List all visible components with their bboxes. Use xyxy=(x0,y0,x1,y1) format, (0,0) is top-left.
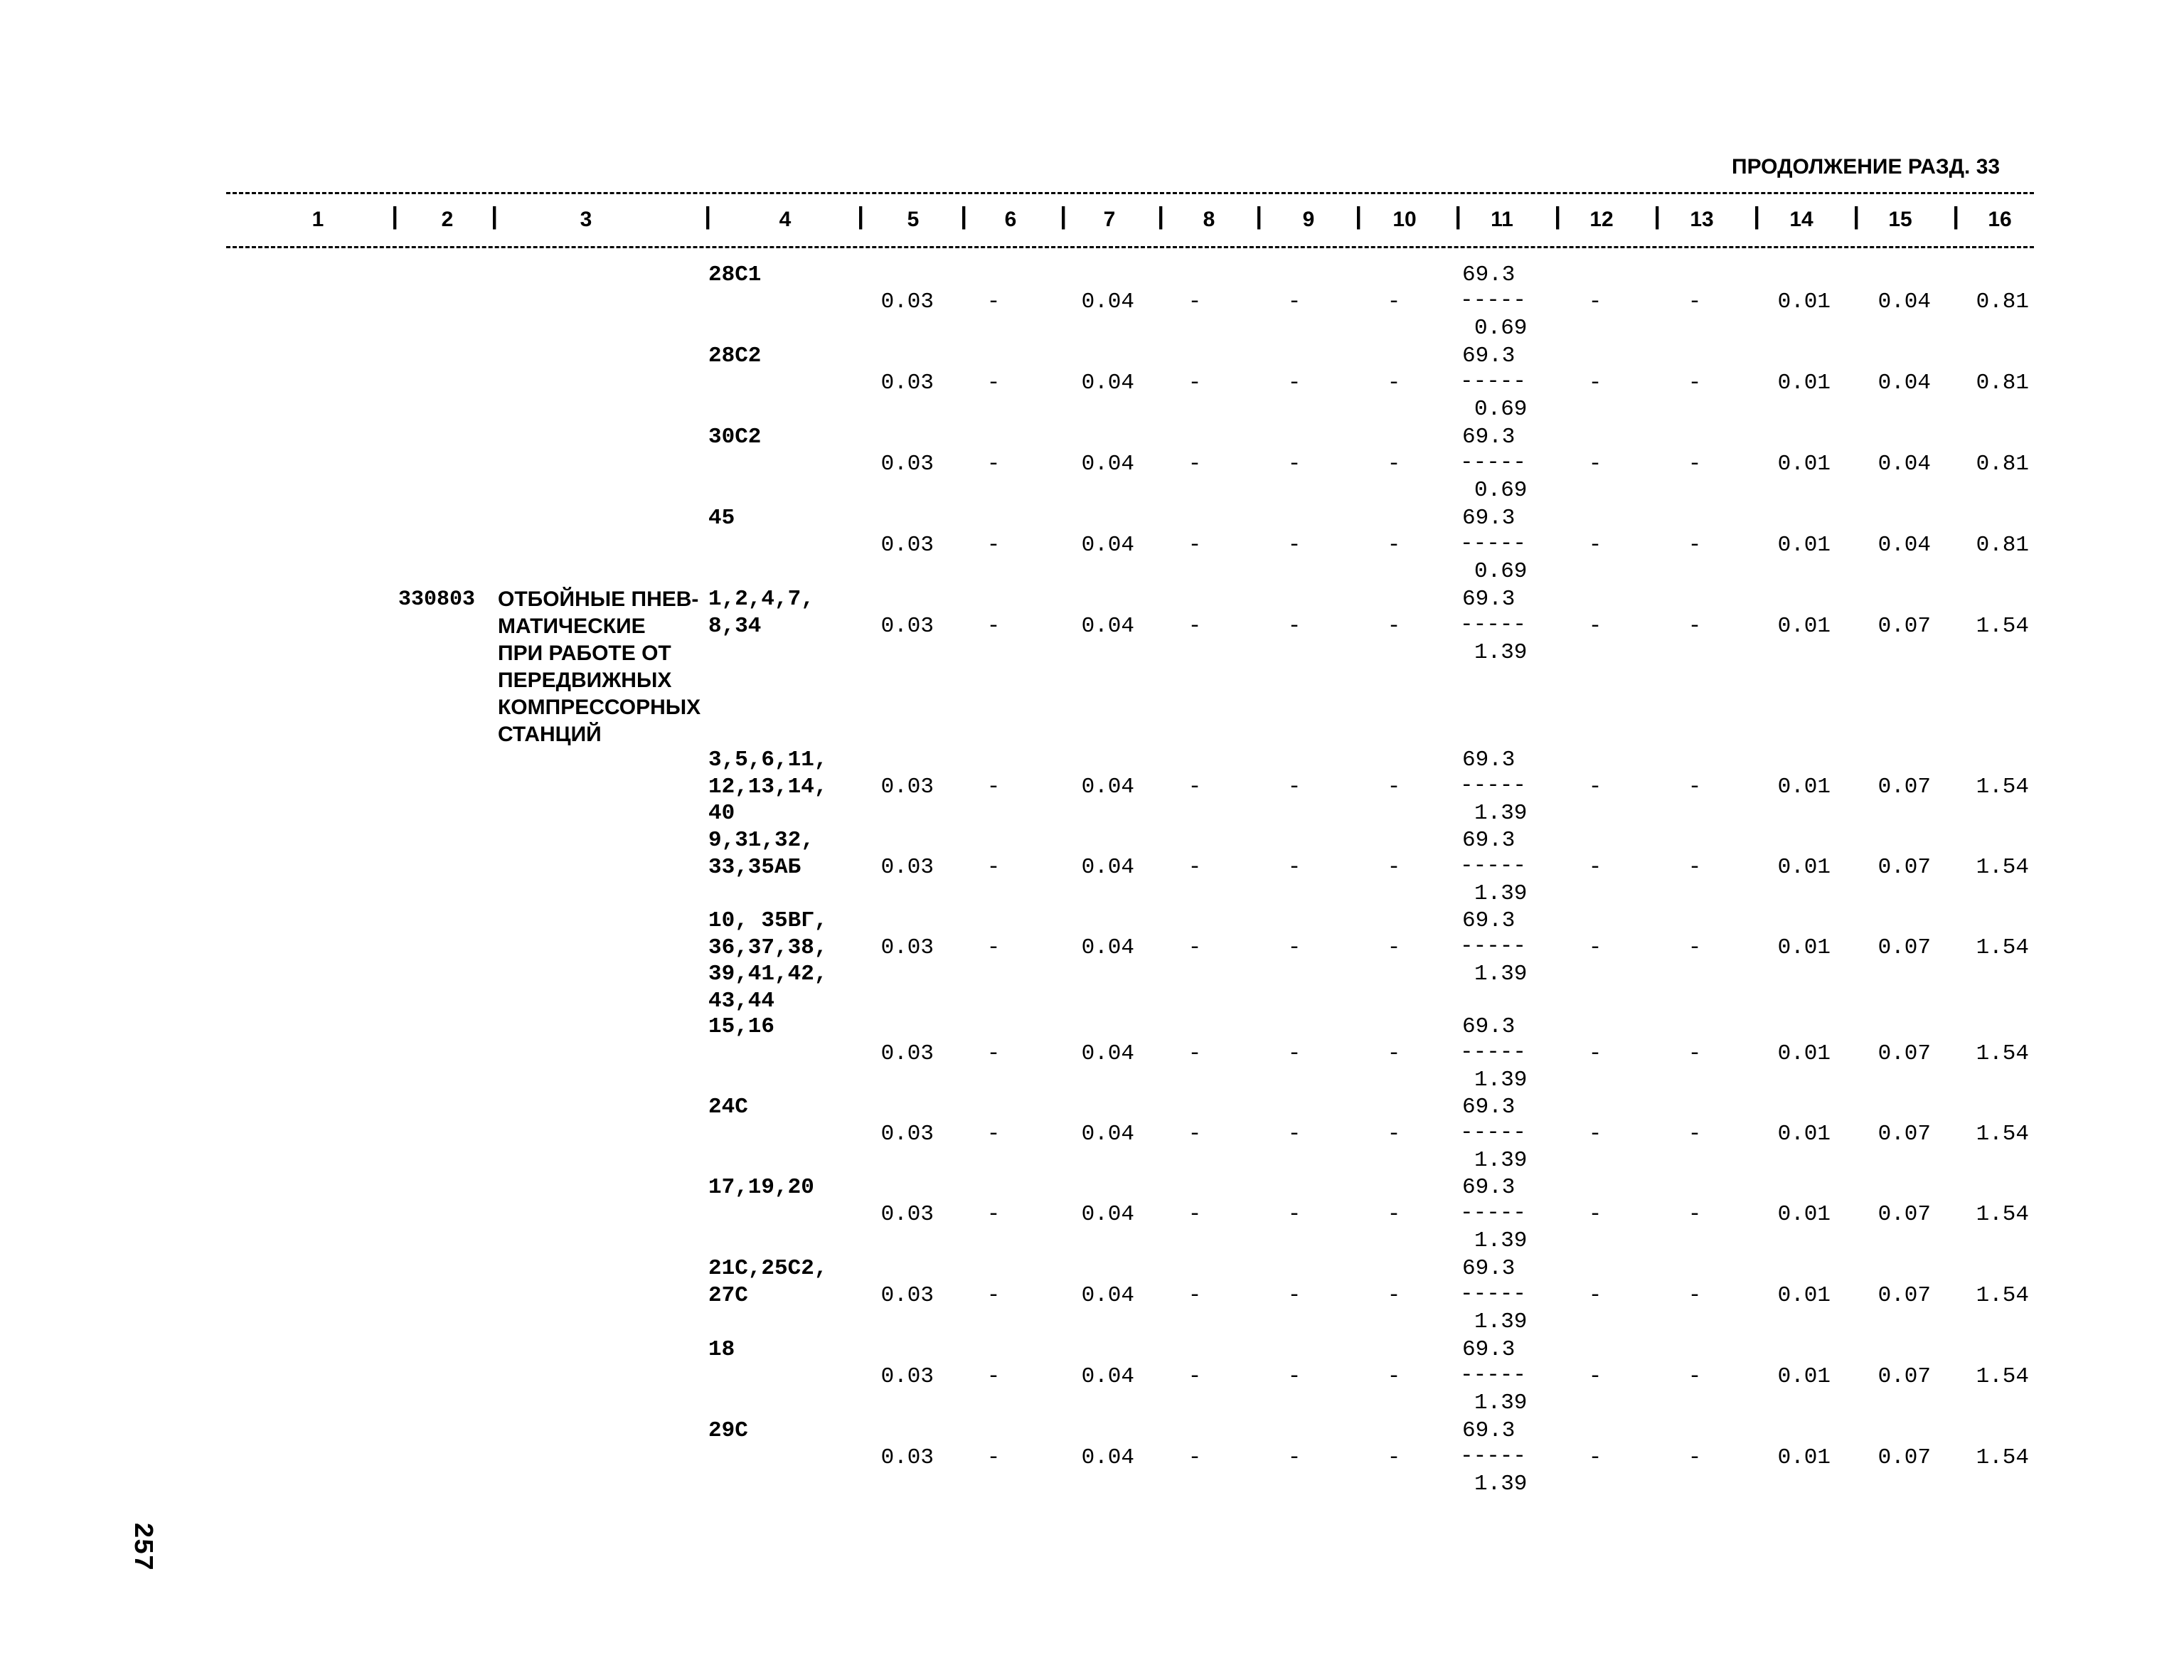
col9-dash: - xyxy=(1287,1445,1301,1470)
col16-value: 1.54 xyxy=(1976,1041,2029,1066)
col6-dash: - xyxy=(986,1122,1001,1147)
col7-value: 0.04 xyxy=(1081,371,1134,395)
continuation-title: ПРОДОЛЖЕНИЕ РАЗД. 33 xyxy=(1732,155,2001,179)
col4-ref-line: 1,2,4,7, xyxy=(708,587,814,612)
column-header-5: 5 xyxy=(907,208,920,231)
col14-value: 0.01 xyxy=(1777,1041,1831,1066)
col5-value: 0.03 xyxy=(880,1445,934,1470)
col6-dash: - xyxy=(986,371,1001,395)
col11-numerator: 69.3 xyxy=(1462,344,1516,368)
col5-value: 0.03 xyxy=(880,1041,934,1066)
col9-dash: - xyxy=(1287,1202,1301,1227)
col14-value: 0.01 xyxy=(1777,289,1831,314)
col8-dash: - xyxy=(1188,1202,1202,1227)
col10-dash: - xyxy=(1387,533,1401,558)
col4-ref-line: 24С xyxy=(708,1095,748,1120)
col11-numerator: 69.3 xyxy=(1462,908,1516,933)
column-header-12: 12 xyxy=(1589,208,1614,231)
col8-dash: - xyxy=(1188,1283,1202,1308)
col6-dash: - xyxy=(986,935,1001,960)
col11-numerator: 69.3 xyxy=(1462,587,1516,612)
col5-value: 0.03 xyxy=(880,533,934,558)
col16-value: 0.81 xyxy=(1976,371,2029,395)
col11-denominator: 1.39 xyxy=(1474,1391,1528,1415)
col11-fraction-bar: ----- xyxy=(1460,369,1527,394)
col15-value: 0.07 xyxy=(1877,775,1931,799)
col11-numerator: 69.3 xyxy=(1462,506,1516,531)
col4-ref-line: 40 xyxy=(708,801,735,826)
column-header-7: 7 xyxy=(1103,208,1116,231)
col9-dash: - xyxy=(1287,935,1301,960)
col8-dash: - xyxy=(1188,935,1202,960)
col16-value: 1.54 xyxy=(1976,1202,2029,1227)
col4-ref-line: 45 xyxy=(708,506,735,531)
col11-fraction-bar: ----- xyxy=(1460,1444,1527,1469)
col7-value: 0.04 xyxy=(1081,1202,1134,1227)
col4-ref-line: 28С2 xyxy=(708,344,762,368)
item-name-line: ОТБОЙНЫЕ ПНЕВ- xyxy=(498,588,699,611)
col11-denominator: 0.69 xyxy=(1474,316,1528,341)
col11-fraction-bar: ----- xyxy=(1460,1201,1527,1226)
col11-denominator: 1.39 xyxy=(1474,1309,1528,1334)
col11-numerator: 69.3 xyxy=(1462,748,1516,772)
col5-value: 0.03 xyxy=(880,371,934,395)
col11-numerator: 69.3 xyxy=(1462,1256,1516,1281)
col8-dash: - xyxy=(1188,775,1202,799)
column-separator: | xyxy=(1550,205,1565,232)
col15-value: 0.07 xyxy=(1877,1202,1931,1227)
col11-fraction-bar: ----- xyxy=(1460,934,1527,959)
column-separator: | xyxy=(1849,205,1864,232)
col8-dash: - xyxy=(1188,533,1202,558)
col6-dash: - xyxy=(986,1364,1001,1389)
col12-dash: - xyxy=(1588,935,1602,960)
column-separator: | xyxy=(1154,205,1168,232)
col12-dash: - xyxy=(1588,614,1602,639)
col12-dash: - xyxy=(1588,289,1602,314)
column-header-6: 6 xyxy=(1004,208,1017,231)
col6-dash: - xyxy=(986,775,1001,799)
col9-dash: - xyxy=(1287,533,1301,558)
col4-ref-line: 8,34 xyxy=(708,613,762,639)
col8-dash: - xyxy=(1188,1364,1202,1389)
col12-dash: - xyxy=(1588,371,1602,395)
col14-value: 0.01 xyxy=(1777,855,1831,880)
col12-dash: - xyxy=(1588,533,1602,558)
col10-dash: - xyxy=(1387,855,1401,880)
col10-dash: - xyxy=(1387,1445,1401,1470)
col15-value: 0.04 xyxy=(1877,289,1931,314)
col11-numerator: 69.3 xyxy=(1462,1418,1516,1443)
col11-fraction-bar: ----- xyxy=(1460,854,1527,878)
col15-value: 0.07 xyxy=(1877,1283,1931,1308)
column-header-1: 1 xyxy=(311,208,324,231)
col13-dash: - xyxy=(1688,371,1702,395)
col8-dash: - xyxy=(1188,452,1202,477)
col4-ref-line: 27С xyxy=(708,1282,748,1308)
col16-value: 1.54 xyxy=(1976,1283,2029,1308)
col14-value: 0.01 xyxy=(1777,614,1831,639)
col10-dash: - xyxy=(1387,452,1401,477)
col11-fraction-bar: ----- xyxy=(1460,1040,1527,1065)
col6-dash: - xyxy=(986,1202,1001,1227)
col12-dash: - xyxy=(1588,1364,1602,1389)
col11-fraction-bar: ----- xyxy=(1460,531,1527,556)
col10-dash: - xyxy=(1387,1202,1401,1227)
item-name-line: ПЕРЕДВИЖНЫХ xyxy=(498,669,672,692)
col15-value: 0.07 xyxy=(1877,1041,1931,1066)
item-name-line: КОМПРЕССОРНЫХ xyxy=(498,696,701,719)
col10-dash: - xyxy=(1387,1283,1401,1308)
col11-numerator: 69.3 xyxy=(1462,262,1516,287)
column-separator: | xyxy=(1650,205,1665,232)
col12-dash: - xyxy=(1588,452,1602,477)
col11-numerator: 69.3 xyxy=(1462,425,1516,450)
col14-value: 0.01 xyxy=(1777,775,1831,799)
col12-dash: - xyxy=(1588,775,1602,799)
col4-ref-line: 30С2 xyxy=(708,425,762,450)
col4-ref-line: 9,31,32, xyxy=(708,828,814,853)
col13-dash: - xyxy=(1688,452,1702,477)
column-header-15: 15 xyxy=(1888,208,1912,231)
col11-fraction-bar: ----- xyxy=(1460,450,1527,475)
col6-dash: - xyxy=(986,855,1001,880)
col11-fraction-bar: ----- xyxy=(1460,612,1527,637)
col14-value: 0.01 xyxy=(1777,1364,1831,1389)
col7-value: 0.04 xyxy=(1081,1445,1134,1470)
col15-value: 0.04 xyxy=(1877,452,1931,477)
col14-value: 0.01 xyxy=(1777,935,1831,960)
col14-value: 0.01 xyxy=(1777,533,1831,558)
col12-dash: - xyxy=(1588,1202,1602,1227)
col8-dash: - xyxy=(1188,1445,1202,1470)
column-separator: | xyxy=(388,205,403,232)
col8-dash: - xyxy=(1188,1122,1202,1147)
col6-dash: - xyxy=(986,533,1001,558)
item-name-line: МАТИЧЕСКИЕ xyxy=(498,615,646,638)
col16-value: 1.54 xyxy=(1976,935,2029,960)
page-number: 257 xyxy=(127,1522,157,1571)
col11-fraction-bar: ----- xyxy=(1460,1363,1527,1388)
col4-ref-line: 18 xyxy=(708,1337,735,1362)
col16-value: 1.54 xyxy=(1976,775,2029,799)
col13-dash: - xyxy=(1688,1283,1702,1308)
col15-value: 0.07 xyxy=(1877,614,1931,639)
col12-dash: - xyxy=(1588,1445,1602,1470)
col11-denominator: 0.69 xyxy=(1474,478,1528,503)
item-name-line: СТАНЦИЙ xyxy=(498,723,602,746)
col15-value: 0.07 xyxy=(1877,1122,1931,1147)
col6-dash: - xyxy=(986,614,1001,639)
col16-value: 0.81 xyxy=(1976,452,2029,477)
col4-ref-line: 3,5,6,11, xyxy=(708,748,828,772)
col9-dash: - xyxy=(1287,1364,1301,1389)
col15-value: 0.04 xyxy=(1877,371,1931,395)
col6-dash: - xyxy=(986,289,1001,314)
col8-dash: - xyxy=(1188,1041,1202,1066)
column-separator: | xyxy=(701,205,715,232)
col13-dash: - xyxy=(1688,614,1702,639)
col10-dash: - xyxy=(1387,1122,1401,1147)
col5-value: 0.03 xyxy=(880,289,934,314)
col9-dash: - xyxy=(1287,614,1301,639)
column-separator: | xyxy=(1351,205,1366,232)
col6-dash: - xyxy=(986,1283,1001,1308)
col9-dash: - xyxy=(1287,371,1301,395)
col8-dash: - xyxy=(1188,855,1202,880)
col10-dash: - xyxy=(1387,1041,1401,1066)
col7-value: 0.04 xyxy=(1081,1283,1134,1308)
column-separator: | xyxy=(1056,205,1071,232)
col5-value: 0.03 xyxy=(880,452,934,477)
col11-denominator: 1.39 xyxy=(1474,881,1528,906)
col5-value: 0.03 xyxy=(880,1122,934,1147)
column-header-14: 14 xyxy=(1789,208,1813,231)
col11-fraction-bar: ----- xyxy=(1460,773,1527,798)
col7-value: 0.04 xyxy=(1081,452,1134,477)
col9-dash: - xyxy=(1287,1041,1301,1066)
col4-ref-line: 17,19,20 xyxy=(708,1175,814,1200)
column-header-13: 13 xyxy=(1690,208,1714,231)
col10-dash: - xyxy=(1387,371,1401,395)
col13-dash: - xyxy=(1688,1122,1702,1147)
column-separator: | xyxy=(1451,205,1466,232)
col11-denominator: 1.39 xyxy=(1474,1148,1528,1173)
col7-value: 0.04 xyxy=(1081,289,1134,314)
col6-dash: - xyxy=(986,1445,1001,1470)
col5-value: 0.03 xyxy=(880,775,934,799)
col16-value: 1.54 xyxy=(1976,1364,2029,1389)
col8-dash: - xyxy=(1188,614,1202,639)
col11-numerator: 69.3 xyxy=(1462,1014,1516,1039)
col5-value: 0.03 xyxy=(880,855,934,880)
col4-ref-line: 36,37,38, xyxy=(708,935,828,960)
col11-fraction-bar: ----- xyxy=(1460,1282,1527,1307)
col11-denominator: 0.69 xyxy=(1474,559,1528,584)
col11-denominator: 1.39 xyxy=(1474,1472,1528,1496)
col13-dash: - xyxy=(1688,1445,1702,1470)
col6-dash: - xyxy=(986,452,1001,477)
col16-value: 0.81 xyxy=(1976,533,2029,558)
col13-dash: - xyxy=(1688,775,1702,799)
col5-value: 0.03 xyxy=(880,1364,934,1389)
col4-ref-line: 43,44 xyxy=(708,988,775,1014)
col14-value: 0.01 xyxy=(1777,1202,1831,1227)
col4-ref-line: 33,35АБ xyxy=(708,854,801,880)
col9-dash: - xyxy=(1287,775,1301,799)
col13-dash: - xyxy=(1688,533,1702,558)
col8-dash: - xyxy=(1188,289,1202,314)
col4-ref-line: 12,13,14, xyxy=(708,774,828,799)
header-bottom-rule xyxy=(226,246,2034,248)
col4-ref-line: 10, 35ВГ, xyxy=(708,908,828,933)
col12-dash: - xyxy=(1588,1283,1602,1308)
column-header-3: 3 xyxy=(580,208,592,231)
col5-value: 0.03 xyxy=(880,935,934,960)
col14-value: 0.01 xyxy=(1777,1283,1831,1308)
col10-dash: - xyxy=(1387,289,1401,314)
column-header-8: 8 xyxy=(1203,208,1215,231)
col16-value: 0.81 xyxy=(1976,289,2029,314)
col5-value: 0.03 xyxy=(880,1283,934,1308)
col16-value: 1.54 xyxy=(1976,855,2029,880)
col14-value: 0.01 xyxy=(1777,1445,1831,1470)
column-separator: | xyxy=(1949,205,1964,232)
col16-value: 1.54 xyxy=(1976,1122,2029,1147)
col11-denominator: 1.39 xyxy=(1474,1068,1528,1092)
column-separator: | xyxy=(487,205,502,232)
col11-numerator: 69.3 xyxy=(1462,828,1516,853)
column-separator: | xyxy=(957,205,971,232)
col11-denominator: 1.39 xyxy=(1474,640,1528,665)
col9-dash: - xyxy=(1287,1122,1301,1147)
col11-denominator: 1.39 xyxy=(1474,801,1528,826)
col10-dash: - xyxy=(1387,935,1401,960)
col11-fraction-bar: ----- xyxy=(1460,1120,1527,1145)
col15-value: 0.07 xyxy=(1877,855,1931,880)
col16-value: 1.54 xyxy=(1976,1445,2029,1470)
col9-dash: - xyxy=(1287,1283,1301,1308)
column-header-9: 9 xyxy=(1302,208,1315,231)
col9-dash: - xyxy=(1287,289,1301,314)
header-top-rule xyxy=(226,192,2034,194)
col4-ref-line: 29С xyxy=(708,1418,748,1443)
col4-ref-line: 39,41,42, xyxy=(708,962,828,987)
col4-ref-line: 21С,25С2, xyxy=(708,1256,828,1281)
col12-dash: - xyxy=(1588,1122,1602,1147)
col12-dash: - xyxy=(1588,855,1602,880)
col7-value: 0.04 xyxy=(1081,775,1134,799)
column-header-16: 16 xyxy=(1988,208,2012,231)
col11-numerator: 69.3 xyxy=(1462,1095,1516,1120)
col5-value: 0.03 xyxy=(880,614,934,639)
col14-value: 0.01 xyxy=(1777,1122,1831,1147)
column-header-2: 2 xyxy=(441,208,454,231)
col13-dash: - xyxy=(1688,1041,1702,1066)
col8-dash: - xyxy=(1188,371,1202,395)
col11-fraction-bar: ----- xyxy=(1460,288,1527,313)
col11-denominator: 0.69 xyxy=(1474,397,1528,422)
column-separator: | xyxy=(853,205,868,232)
col11-numerator: 69.3 xyxy=(1462,1175,1516,1200)
item-name xyxy=(498,586,701,748)
col15-value: 0.07 xyxy=(1877,935,1931,960)
col7-value: 0.04 xyxy=(1081,1041,1134,1066)
col6-dash: - xyxy=(986,1041,1001,1066)
col15-value: 0.04 xyxy=(1877,533,1931,558)
column-header-4: 4 xyxy=(779,208,792,231)
col4-ref-line: 15,16 xyxy=(708,1014,775,1039)
col10-dash: - xyxy=(1387,614,1401,639)
col7-value: 0.04 xyxy=(1081,1364,1134,1389)
col7-value: 0.04 xyxy=(1081,935,1134,960)
col14-value: 0.01 xyxy=(1777,371,1831,395)
col9-dash: - xyxy=(1287,452,1301,477)
col13-dash: - xyxy=(1688,289,1702,314)
column-header-11: 11 xyxy=(1491,208,1513,231)
col11-denominator: 1.39 xyxy=(1474,962,1528,987)
col13-dash: - xyxy=(1688,855,1702,880)
col10-dash: - xyxy=(1387,1364,1401,1389)
col7-value: 0.04 xyxy=(1081,614,1134,639)
col10-dash: - xyxy=(1387,775,1401,799)
col7-value: 0.04 xyxy=(1081,1122,1134,1147)
col14-value: 0.01 xyxy=(1777,452,1831,477)
col12-dash: - xyxy=(1588,1041,1602,1066)
col13-dash: - xyxy=(1688,1202,1702,1227)
item-name-line: ПРИ РАБОТЕ ОТ xyxy=(498,642,671,665)
col13-dash: - xyxy=(1688,1364,1702,1389)
item-code: 330803 xyxy=(398,588,476,612)
col13-dash: - xyxy=(1688,935,1702,960)
col16-value: 1.54 xyxy=(1976,614,2029,639)
column-header-10: 10 xyxy=(1392,208,1417,231)
column-separator: | xyxy=(1749,205,1764,232)
col11-denominator: 1.39 xyxy=(1474,1228,1528,1253)
col11-numerator: 69.3 xyxy=(1462,1337,1516,1362)
col5-value: 0.03 xyxy=(880,1202,934,1227)
col7-value: 0.04 xyxy=(1081,855,1134,880)
column-separator: | xyxy=(1252,205,1267,232)
col15-value: 0.07 xyxy=(1877,1364,1931,1389)
col15-value: 0.07 xyxy=(1877,1445,1931,1470)
col4-ref-line: 28С1 xyxy=(708,262,762,287)
col7-value: 0.04 xyxy=(1081,533,1134,558)
col9-dash: - xyxy=(1287,855,1301,880)
